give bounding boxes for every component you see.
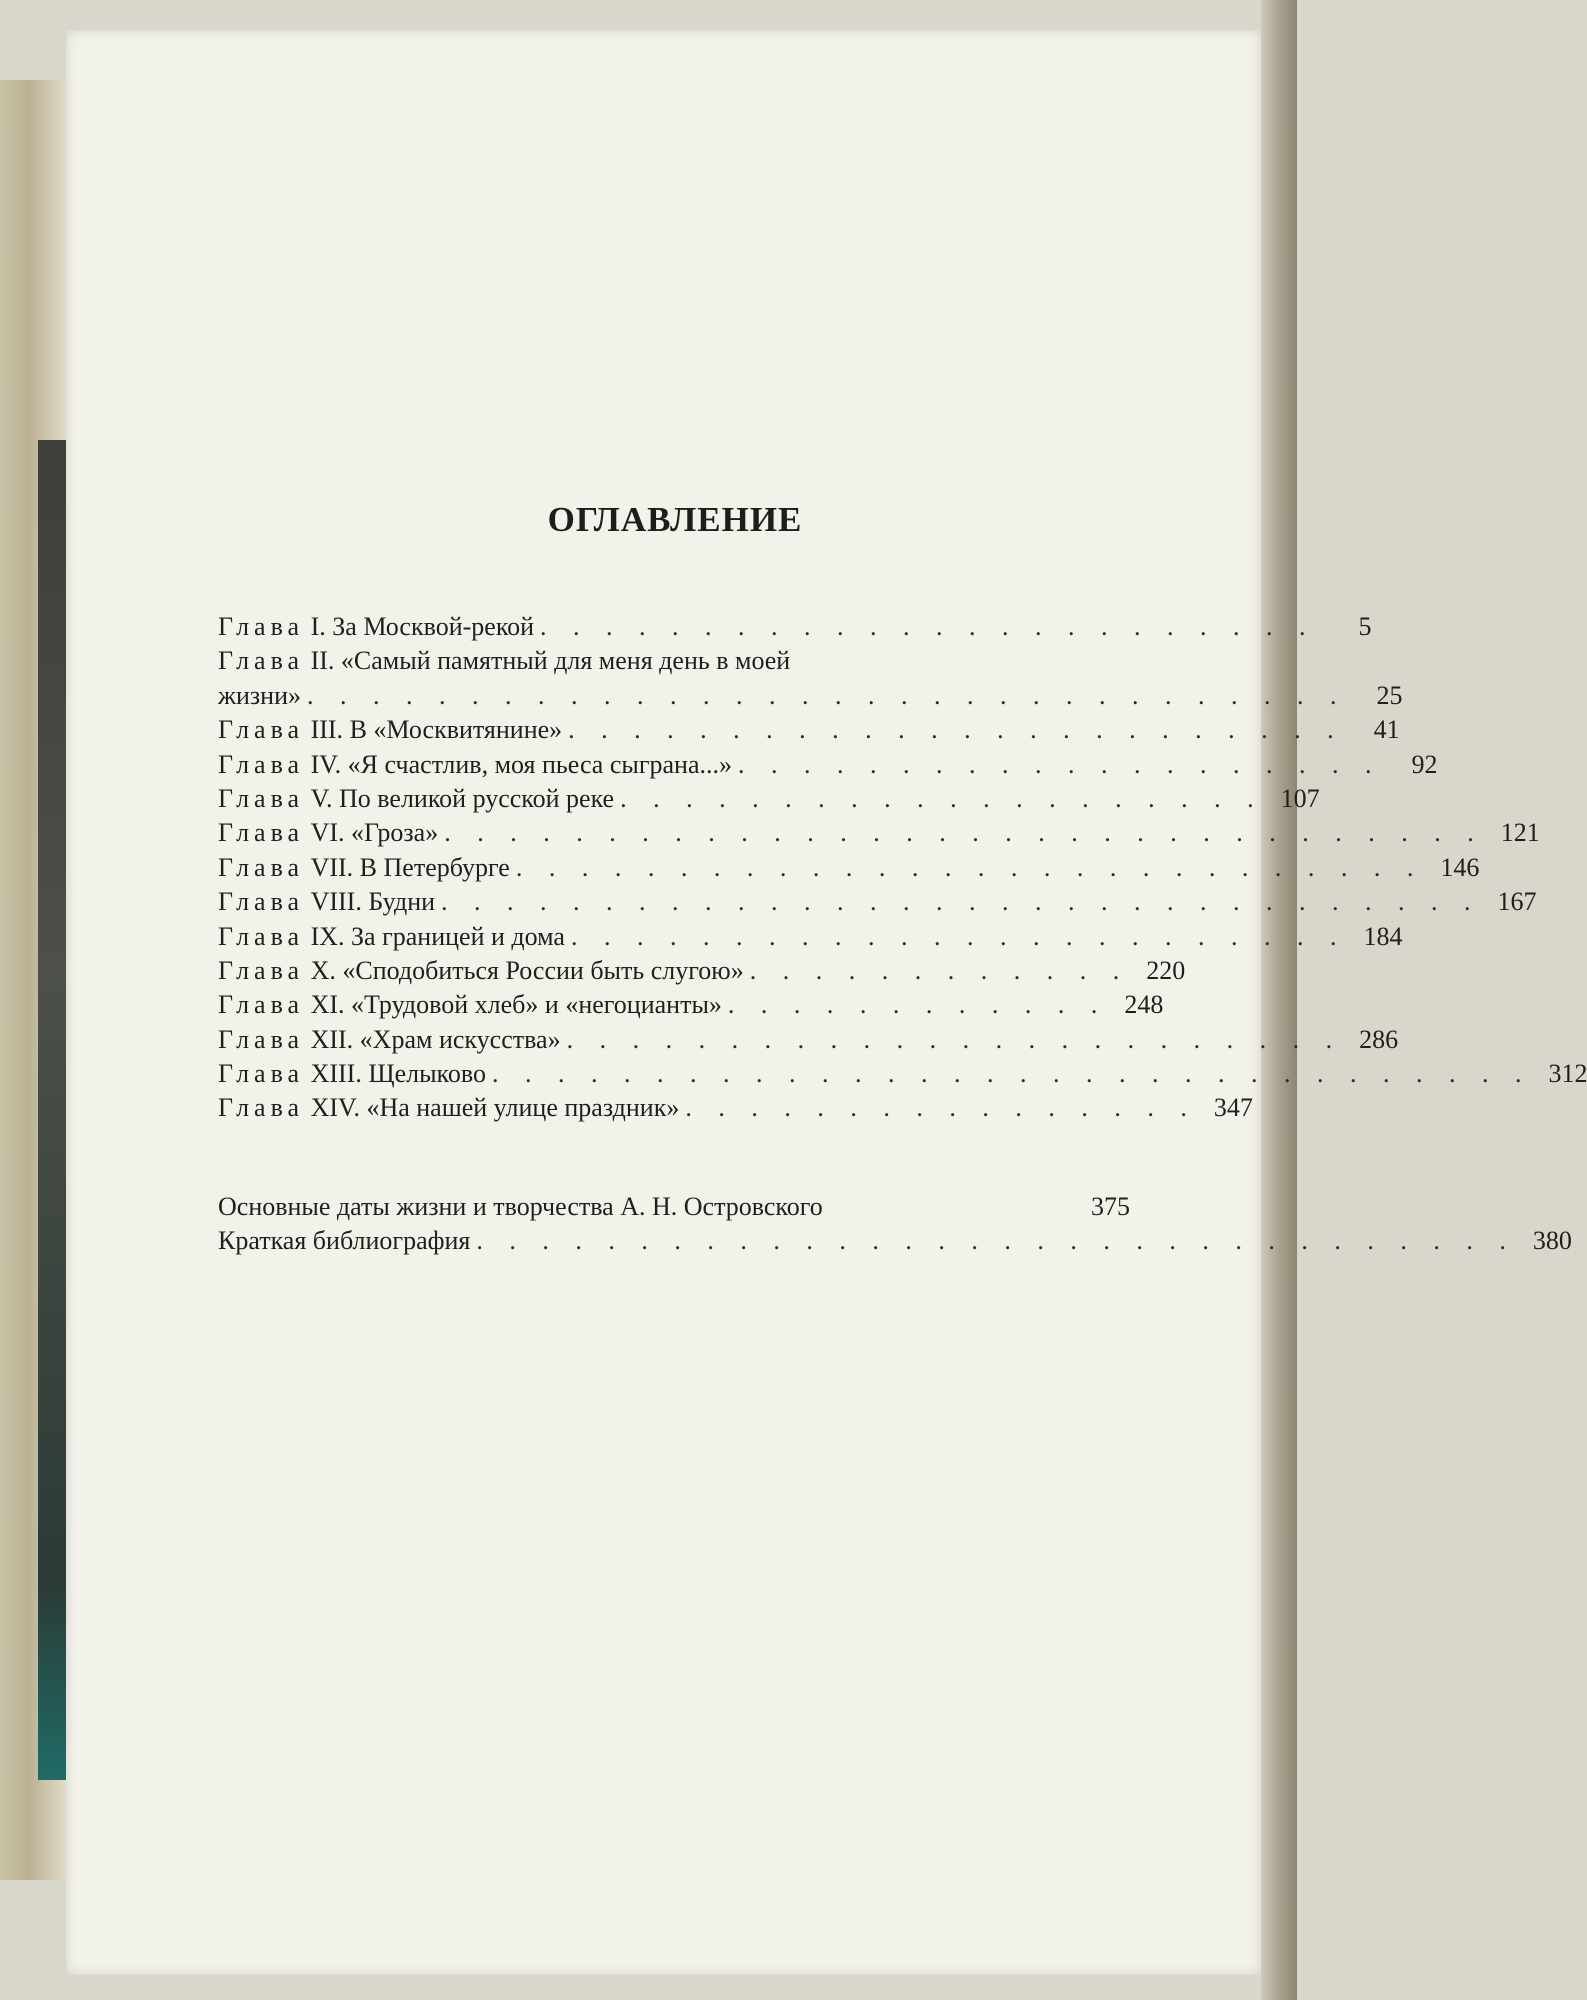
table-of-contents	[218, 610, 1587, 1126]
toc-row: Глава XIII. Щелыково . . . . . . . . . . . . . . . . . . . . . . . . . . . . . . . . 312	[218, 1057, 1130, 1091]
page-number: 121	[1500, 818, 1540, 848]
toc-row-continuation: жизни» . . . . . . . . . . . . . . . . . . . . . . . . . . . . . . . . 25	[218, 679, 1130, 713]
toc-row: Краткая библиография . . . . . . . . . . . . . . . . . . . . . . . . . . . . . . . . 380	[218, 1224, 1130, 1258]
toc-row: Глава II. «Самый памятный для меня день в моей	[218, 646, 791, 676]
book-right-edge	[1261, 0, 1297, 2000]
toc-row: Глава XII. «Храм искусства» . . . . . . . . . . . . . . . . . . . . . . . . 286	[218, 1023, 1130, 1057]
leader-dots: . . . . . . . . . . . . . . . .	[685, 1093, 1197, 1123]
toc-row: Основные даты жизни и творчества А. Н. Островского 375	[218, 1190, 1130, 1224]
toc-row: Глава XIV. «На нашей улице праздник» . . . . . . . . . . . . . . . . 347	[218, 1091, 1130, 1125]
page-number: 380	[1532, 1226, 1572, 1256]
toc-row: Глава III. В «Москвитянине» . . . . . . . . . . . . . . . . . . . . . . . . 41	[218, 713, 1130, 747]
toc-row: Глава VIII. Будни . . . . . . . . . . . . . . . . . . . . . . . . . . . . . . . . 167	[218, 885, 1130, 919]
page-number: 347	[1213, 1093, 1253, 1123]
leader-dots: . . . . . . . . . . . . . . . . . . . . . . . . . . . . . . . .	[476, 1226, 1516, 1256]
page-number: 167	[1497, 887, 1537, 917]
toc-row: Глава VI. «Гроза» . . . . . . . . . . . . . . . . . . . . . . . . . . . . . . . . 121	[218, 816, 1130, 850]
page-number: 248	[1124, 990, 1164, 1020]
appendix-list	[218, 1190, 1572, 1259]
toc-row: Глава IX. За границей и дома . . . . . . . . . . . . . . . . . . . . . . . . 184	[218, 920, 1130, 954]
page-number: 184	[1363, 921, 1403, 951]
leader-dots: . . . . . . . . . . . .	[727, 990, 1108, 1020]
page-number: 220	[1146, 955, 1186, 985]
page-number: 286	[1359, 1024, 1399, 1054]
toc-row: Глава V. По великой русской реке . . . . . . . . . . . . . . . . . . . . 107	[218, 782, 1130, 816]
page-title: ОГЛАВЛЕНИЕ	[547, 500, 803, 539]
leader-dots: . . . . . . . . . . . . . . . . . . . . . . . .	[540, 612, 1316, 641]
page-number: 25	[1376, 680, 1403, 710]
toc-row: Глава X. «Сподобиться России быть слугою» . . . . . . . . . . . . 220	[218, 954, 1130, 988]
leader-dots: . . . . . . . . . . . .	[749, 955, 1130, 985]
leader-dots: . . . . . . . . . . . . . . . . . . . . . . . . . . . . . . . .	[491, 1059, 1532, 1089]
leader-dots: . . . . . . . . . . . . . . . . . . . . . . . .	[568, 715, 1344, 745]
leader-dots: . . . . . . . . . . . . . . . . . . . . . . . . . . . . . . . .	[306, 680, 1347, 710]
page-number: 375	[1091, 1192, 1130, 1221]
leader-dots: . . . . . . . . . . . . . . . . . . . . . . . . . . . . . . . .	[444, 818, 1484, 848]
toc-row: Глава XI. «Трудовой хлеб» и «негоцианты» . . . . . . . . . . . . 248	[218, 988, 1130, 1022]
page-number: 107	[1280, 783, 1320, 813]
leader-dots: . . . . . . . . . . . . . . . . . . . .	[738, 749, 1382, 779]
page-number: 312	[1548, 1059, 1587, 1089]
toc-row: Глава IV. «Я счастлив, моя пьеса сыграна...» . . . . . . . . . . . . . . . . . . . . 92	[218, 748, 1130, 782]
page-number: 41	[1373, 715, 1400, 745]
leader-dots: . . . . . . . . . . . . . . . . . . . . . . . . . . . .	[515, 852, 1424, 882]
leader-dots: . . . . . . . . . . . . . . . . . . . .	[620, 783, 1264, 813]
leader-dots: . . . . . . . . . . . . . . . . . . . . . . . . . . . . . . . .	[441, 887, 1481, 917]
page-number: 5	[1358, 612, 1372, 641]
toc-row: Глава VII. В Петербурге . . . . . . . . . . . . . . . . . . . . . . . . . . . . 146	[218, 851, 1130, 885]
toc-row: Глава I. За Москвой-рекой . . . . . . . . . . . . . . . . . . . . . . . . 5	[218, 610, 1130, 644]
page-number: 92	[1411, 749, 1438, 779]
leader-dots: . . . . . . . . . . . . . . . . . . . . . . . .	[566, 1024, 1343, 1054]
page-number: 146	[1440, 852, 1480, 882]
leader-dots: . . . . . . . . . . . . . . . . . . . . . . . .	[570, 921, 1347, 951]
